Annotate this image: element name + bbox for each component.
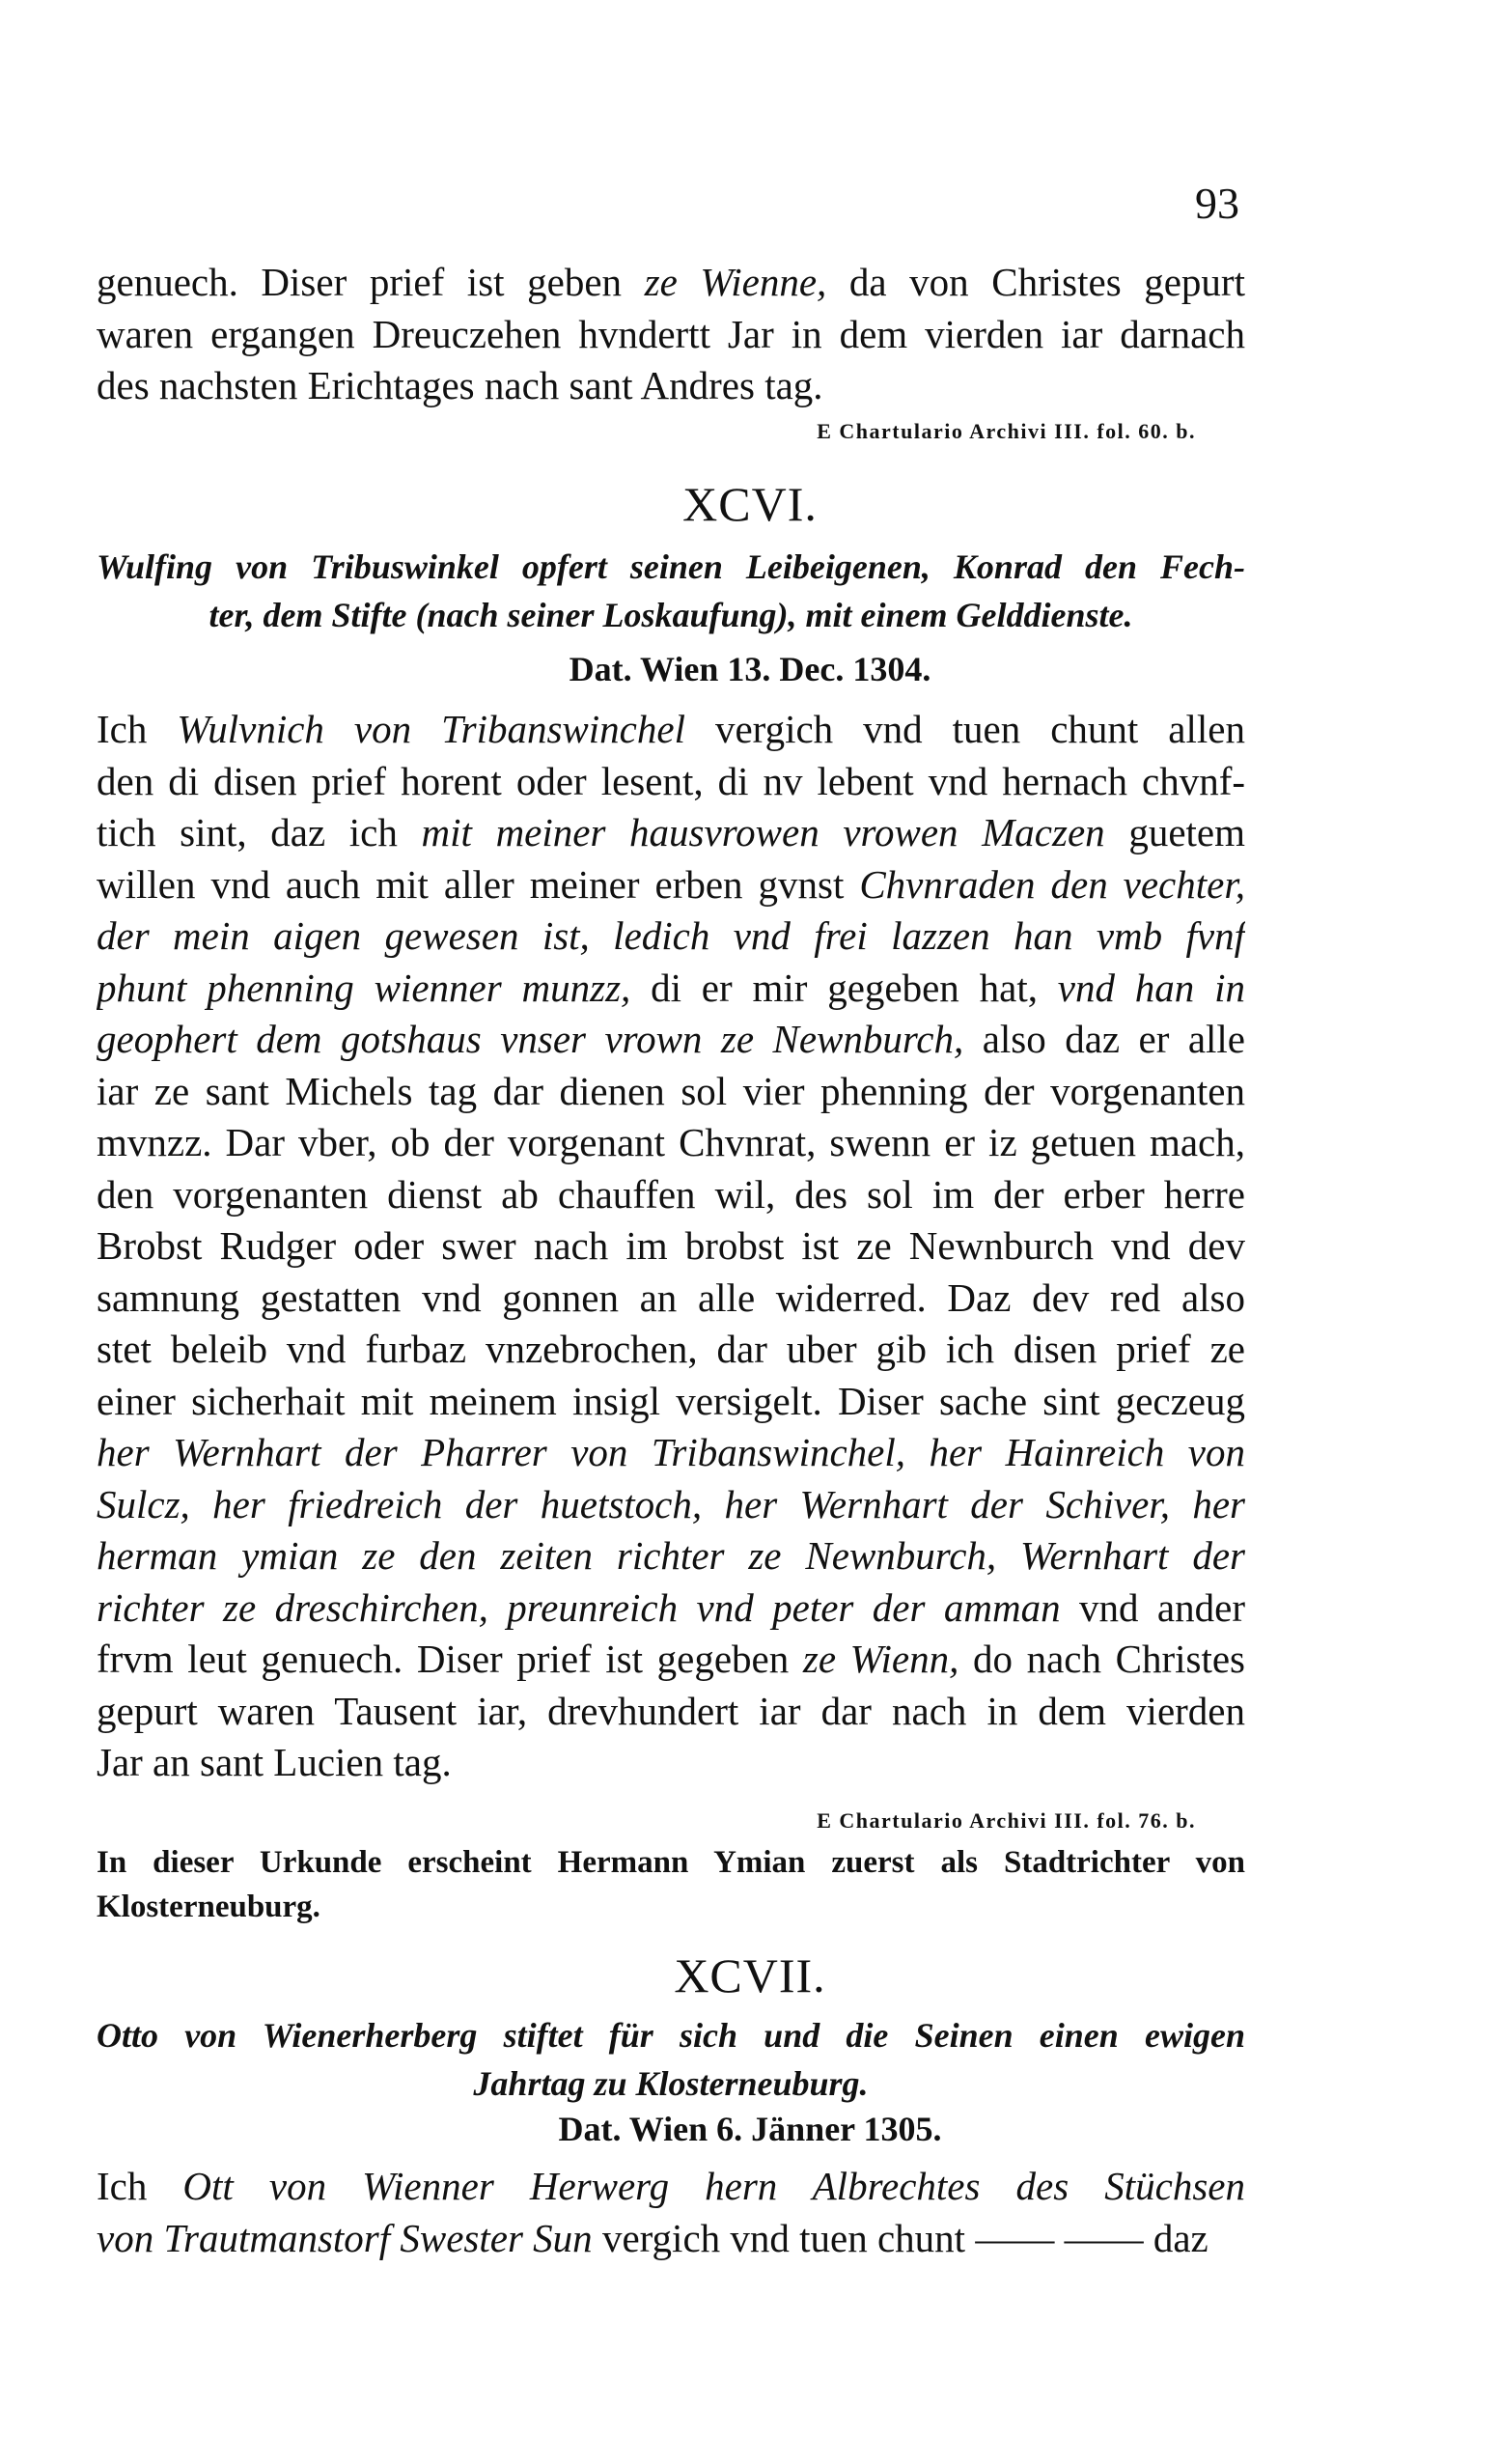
page-number: 93 — [1195, 179, 1239, 228]
text-segment: mvnzz. Dar vber, ob der vorgenant Chvnrat, swenn er iz getuen mach, — [97, 1120, 1245, 1164]
text-segment: Ich — [97, 2164, 183, 2208]
source-citation: E Chartulario Archivi III. fol. 60. b. — [817, 419, 1196, 443]
text-segment: den vorgenanten dienst ab chauffen wil, des sol im der erber herre — [97, 1171, 1245, 1217]
text-segment: vergich vnd tuen chunt allen — [684, 707, 1245, 751]
italic-segment: Ott von Wienner Herwerg hern Albrechtes des Stüchsen — [182, 2164, 1245, 2208]
continuation-text — [97, 257, 1245, 412]
regest-line: ter, dem Stifte (nach seiner Loskaufung), mit einem Gelddienste. — [208, 596, 1133, 634]
text-segment: waren ergangen Dreuczehen hvndertt Jar in dem vierden iar darnach — [97, 311, 1245, 356]
note-line: In dieser Urkunde erscheint Hermann Ymian zuerst als Stadtrichter von — [97, 1845, 1245, 1880]
text-segment: willen vnd auch mit aller meiner erben gvnst — [97, 861, 860, 907]
text-line — [97, 1686, 1245, 1738]
text-segment: Ich — [97, 707, 178, 751]
text-line — [97, 1427, 1245, 1479]
text-line — [97, 1117, 1245, 1169]
regest-line: Otto von Wienerherberg stiftet für sich und die Seinen einen ewigen — [97, 2016, 1245, 2055]
italic-segment: von Trautmanstorf Swester Sun — [97, 2215, 593, 2260]
document-number: XCVII. — [674, 1948, 826, 2002]
regest-line: Wulfing von Tribuswinkel opfert seinen Leibeigenen, Konrad den Fech- — [97, 547, 1245, 586]
text-line — [97, 2213, 1245, 2265]
text-line — [97, 756, 1245, 808]
document-number: XCVI. — [682, 477, 818, 531]
text-line — [97, 309, 1245, 361]
text-segment: genuech. Diser prief ist geben — [97, 260, 645, 304]
text-segment: di er mir gegeben hat, — [630, 965, 1058, 1010]
text-segment: gepurt waren Tausent iar, drevhundert iar dar nach in dem vierden — [97, 1688, 1245, 1733]
text-segment: vnd ander — [1060, 1584, 1245, 1630]
text-line — [97, 1169, 1245, 1221]
italic-segment: phunt phenning wienner munzz, — [97, 965, 631, 1010]
text-segment: samnung gestatten vnd gonnen an alle widerred. Daz dev red also — [97, 1274, 1245, 1320]
note-line: Klosterneuburg. — [97, 1890, 320, 1924]
text-segment: den di disen prief horent oder lesent, di nv lebent vnd hernach chvnf- — [97, 758, 1245, 803]
text-line — [97, 1014, 1245, 1066]
text-line — [97, 1479, 1245, 1531]
italic-segment: der mein aigen gewesen ist, ledich vnd frei lazzen han vmb fvnf — [97, 913, 1245, 958]
text-segment: einer sicherhait mit meinem insigl versigelt. Diser sache sint geczeug — [97, 1378, 1245, 1423]
document-text — [97, 704, 1245, 1789]
italic-segment: herman ymian ze den zeiten richter ze Newnburch, Wernhart der — [97, 1533, 1245, 1578]
text-line — [97, 1220, 1245, 1273]
document-regest — [97, 543, 1245, 639]
text-line — [97, 1530, 1245, 1582]
italic-segment: ze Wienne, — [644, 260, 827, 304]
italic-segment: Wulvnich von Tribanswinchel — [177, 707, 685, 751]
text-line — [97, 2161, 1245, 2213]
text-line — [97, 1582, 1245, 1635]
text-segment: vergich vnd tuen chunt —— —— daz — [592, 2215, 1208, 2260]
document-date: Dat. Wien 13. Dec. 1304. — [569, 650, 931, 688]
text-line — [97, 1273, 1245, 1325]
text-segment: do nach Christes — [958, 1637, 1245, 1681]
italic-segment: ze Wienn, — [802, 1637, 959, 1681]
text-line — [97, 910, 1245, 963]
italic-segment: geophert dem gotshaus vnser vrown ze Newnburch, — [97, 1017, 964, 1061]
editorial-note — [97, 1840, 1245, 1929]
text-segment: frvm leut genuech. Diser prief ist gegeben — [97, 1637, 803, 1681]
italic-segment: Sulcz, her friedreich der huetstoch, her Wernhart der Schiver, her — [97, 1481, 1245, 1526]
text-segment: iar ze sant Michels tag dar dienen sol vier phenning der vorgenanten — [97, 1068, 1245, 1113]
text-segment: Brobst Rudger oder swer nach im brobst ist ze Newnburch vnd dev — [97, 1223, 1245, 1268]
regest-line: Jahrtag zu Klosterneuburg. — [473, 2064, 869, 2103]
document-date: Dat. Wien 6. Jänner 1305. — [558, 2110, 942, 2148]
text-line — [97, 360, 1245, 412]
text-segment: da von Christes gepurt — [826, 260, 1245, 304]
text-segment: Jar an sant Lucien tag. — [97, 1740, 452, 1784]
text-line — [97, 1376, 1245, 1428]
italic-segment: vnd han in — [1057, 965, 1245, 1010]
italic-segment: mit meiner hausvrowen vrowen Maczen — [421, 810, 1105, 854]
text-segment: des nachsten Erichtages nach sant Andres tag. — [97, 363, 823, 407]
italic-segment: her Wernhart der Pharrer von Tribanswinchel, her Hainreich von — [97, 1430, 1245, 1474]
text-segment: tich sint, daz ich — [97, 810, 422, 854]
text-line — [97, 963, 1245, 1015]
text-segment: guetem — [1104, 810, 1245, 854]
text-line — [97, 1066, 1245, 1118]
document-regest — [97, 2011, 1245, 2108]
source-citation: E Chartulario Archivi III. fol. 76. b. — [817, 1808, 1196, 1833]
document-text — [97, 2161, 1245, 2264]
text-line — [97, 704, 1245, 756]
text-line — [97, 1737, 1245, 1789]
italic-segment: Chvnraden den vechter, — [859, 861, 1245, 907]
text-segment: also daz er alle — [963, 1017, 1245, 1061]
text-line — [97, 1634, 1245, 1686]
text-line — [97, 257, 1245, 309]
text-line — [97, 807, 1245, 859]
text-line — [97, 859, 1245, 911]
text-line — [97, 1324, 1245, 1376]
italic-segment: richter ze dreschirchen, preunreich vnd peter der amman — [97, 1584, 1061, 1630]
text-segment: stet beleib vnd furbaz vnzebrochen, dar uber gib ich disen prief ze — [97, 1327, 1245, 1371]
